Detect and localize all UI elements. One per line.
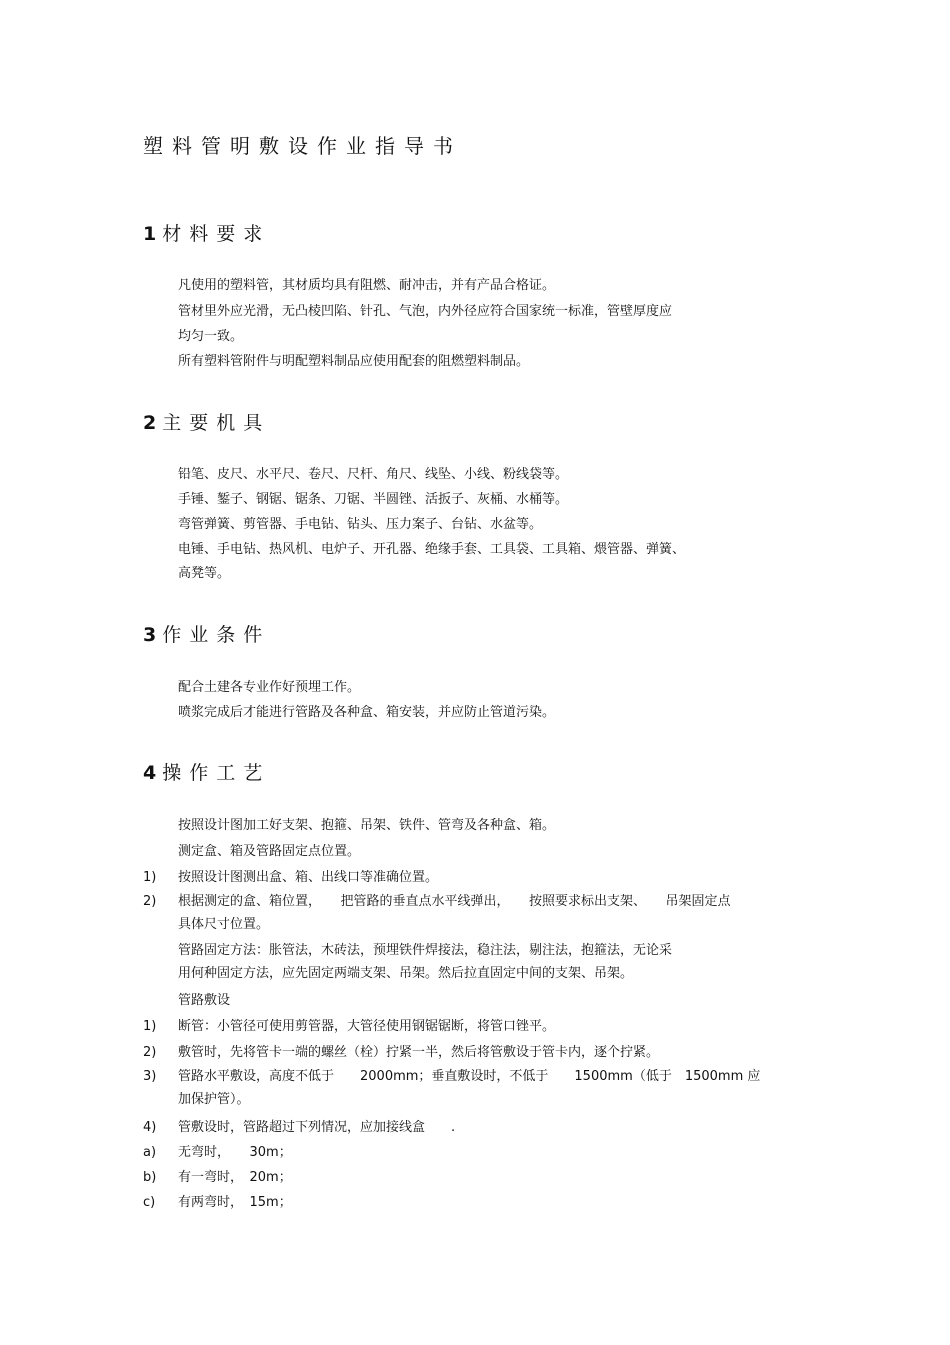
section-1-title: 材料要求: [162, 223, 271, 245]
list-marker: 2): [143, 1045, 157, 1060]
section-1-heading: [143, 219, 270, 246]
section-4-line-12: 加保护管）。: [178, 1092, 250, 1107]
section-3-heading: [143, 620, 270, 647]
section-4-title: 操作工艺: [162, 762, 271, 784]
section-2-line-1: 铅笔、皮尺、水平尺、卷尺、尺杆、角尺、线坠、小线、粉线袋等。: [178, 467, 569, 482]
section-1-line-3: 均匀一致。: [178, 329, 244, 344]
section-4-line-11: 管路水平敷设，高度不低于 2000mm；垂直敷设时，不低于 1500mm（低于 1500mm 应: [178, 1069, 761, 1084]
section-4-line-14: 无弯时， 30m；: [178, 1145, 292, 1160]
section-4-line-8: 管路敷设: [178, 993, 231, 1008]
section-1-number: 1: [143, 223, 157, 245]
section-4-line-1: 按照设计图加工好支架、抱箍、吊架、铁件、管弯及各种盒、箱。: [178, 818, 556, 833]
section-4-line-13: 管敷设时，管路超过下列情况，应加接线盒 .: [178, 1120, 456, 1135]
list-marker: a): [143, 1145, 157, 1160]
list-marker: b): [143, 1170, 157, 1185]
section-4-line-2: 测定盒、箱及管路固定点位置。: [178, 844, 361, 859]
section-1-line-4: 所有塑料管附件与明配塑料制品应使用配套的阻燃塑料制品。: [178, 354, 530, 369]
section-4-line-6: 管路固定方法：胀管法，木砖法，预埋铁件焊接法，稳注法，剔注法，抱箍法，无论采: [178, 943, 673, 958]
section-3-line-2: 喷浆完成后才能进行管路及各种盒、箱安装，并应防止管道污染。: [178, 705, 556, 720]
list-marker: 4): [143, 1120, 157, 1135]
section-4-line-4: 根据测定的盒、箱位置， 把管路的垂直点水平线弹出， 按照要求标出支架、 吊架固定点: [178, 894, 731, 909]
section-4-line-16: 有两弯时， 15m；: [178, 1195, 292, 1210]
section-4-line-3: 按照设计图测出盒、箱、出线口等准确位置。: [178, 870, 439, 885]
section-2-title: 主要机具: [162, 412, 271, 434]
section-4-line-10: 敷管时，先将管卡一端的螺丝（栓）拧紧一半，然后将管敷设于管卡内，逐个拧紧。: [178, 1045, 660, 1060]
section-3-title: 作业条件: [162, 624, 271, 646]
list-marker: 2): [143, 894, 157, 909]
section-1-line-2: 管材里外应光滑，无凸棱凹陷、针孔、气泡，内外径应符合国家统一标准，管壁厚度应: [178, 304, 673, 319]
list-marker: 3): [143, 1069, 157, 1084]
section-4-line-9: 断管：小管径可使用剪管器，大管径使用钢锯锯断，将管口锉平。: [178, 1019, 556, 1034]
section-4-line-5: 具体尺寸位置。: [178, 917, 270, 932]
section-2-heading: [143, 408, 270, 435]
section-4-number: 4: [143, 762, 157, 784]
document-title: 塑料管明敷设作业指导书: [143, 134, 462, 158]
section-2-number: 2: [143, 412, 157, 434]
list-marker: 1): [143, 870, 157, 885]
section-3-number: 3: [143, 624, 157, 646]
section-4-heading: [143, 758, 270, 785]
section-2-line-5: 高凳等。: [178, 566, 231, 581]
section-3-line-1: 配合土建各专业作好预埋工作。: [178, 680, 361, 695]
section-2-line-2: 手锤、錾子、钢锯、锯条、刀锯、半圆锉、活扳子、灰桶、水桶等。: [178, 492, 569, 507]
section-2-line-4: 电锤、手电钻、热风机、电炉子、开孔器、绝缘手套、工具袋、工具箱、煨管器、弹簧、: [178, 542, 686, 557]
section-2-line-3: 弯管弹簧、剪管器、手电钻、钻头、压力案子、台钻、水盆等。: [178, 517, 543, 532]
list-marker: c): [143, 1195, 156, 1210]
section-4-line-15: 有一弯时， 20m；: [178, 1170, 292, 1185]
list-marker: 1): [143, 1019, 157, 1034]
section-4-line-7: 用何种固定方法，应先固定两端支架、吊架。然后拉直固定中间的支架、吊架。: [178, 966, 634, 981]
section-1-line-1: 凡使用的塑料管，其材质均具有阻燃、耐冲击，并有产品合格证。: [178, 278, 556, 293]
